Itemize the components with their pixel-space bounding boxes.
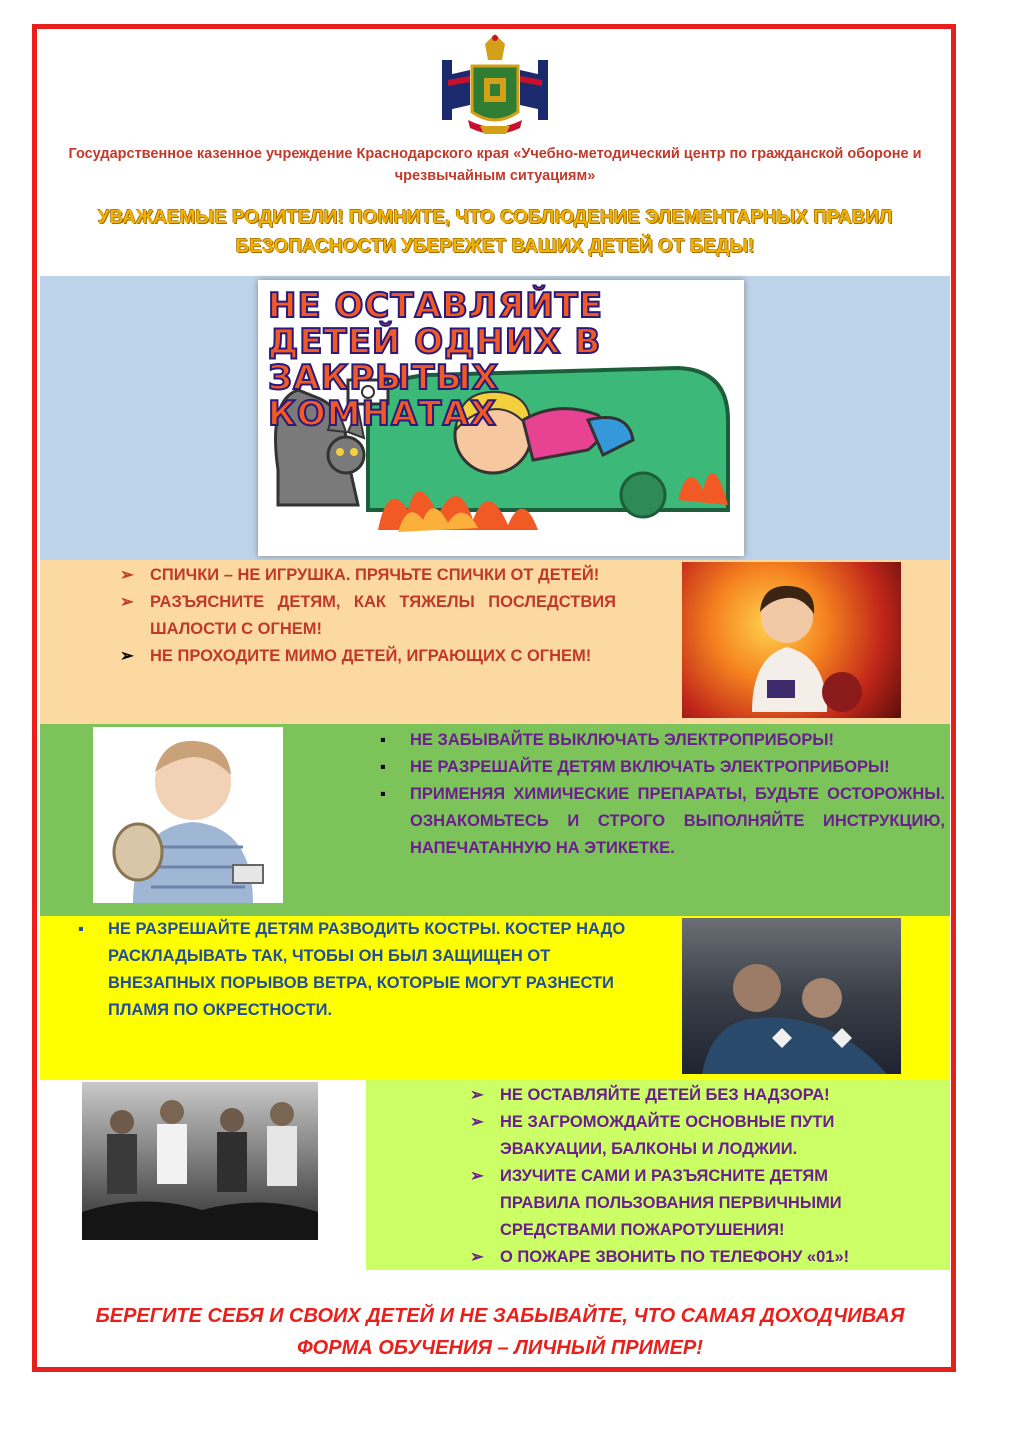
photo-crowd-tragedy: [82, 1082, 318, 1240]
arrow-bullet-icon: ➢: [120, 566, 134, 584]
arrow-bullet-icon: ➢: [120, 647, 134, 665]
arrow-bullet-icon: ➢: [470, 1113, 484, 1131]
list-item: ➢ ИЗУЧИТЕ САМИ И РАЗЪЯСНИТЕ ДЕТЯМ ПРАВИЛА ПОЛЬЗОВАНИЯ ПЕРВИЧНЫМИ СРЕДСТВАМИ ПОЖАРОТУШЕНИЯ!: [500, 1163, 900, 1244]
evacuation-list: [470, 1082, 900, 1271]
closing-message: БЕРЕГИТЕ СЕБЯ И СВОИХ ДЕТЕЙ И НЕ ЗАБЫВАЙТЕ, ЧТО САМАЯ ДОХОДЧИВАЯ ФОРМА ОБУЧЕНИЯ – ЛИЧНЫЙ ПРИМЕР!: [95, 1305, 905, 1359]
square-bullet-icon: ▪: [380, 758, 386, 776]
list-item: ▪ ПРИМЕНЯЯ ХИМИЧЕСКИЕ ПРЕПАРАТЫ, БУДЬТЕ ОСТОРОЖНЫ. ОЗНАКОМЬТЕСЬ И СТРОГО ВЫПОЛНЯЙТЕ ИНСТРУКЦИЮ, НАПЕЧАТАННУЮ НА ЭТИКЕТКЕ.: [410, 781, 945, 862]
list-item: ➢ НЕ ОСТАВЛЯЙТЕ ДЕТЕЙ БЕЗ НАДЗОРА!: [500, 1082, 900, 1109]
campfire-list: [78, 916, 628, 1024]
matches-list: [120, 562, 616, 670]
arrow-bullet-icon: ➢: [470, 1167, 484, 1185]
poster-caption: НЕ ОСТАВЛЯЙТЕ ДЕТЕЙ ОДНИХ В ЗАКРЫТЫХ КОМНАТАХ: [268, 286, 604, 434]
photo-baby-with-plug: [93, 727, 283, 903]
list-item: ➢ О ПОЖАРЕ ЗВОНИТЬ ПО ТЕЛЕФОНУ «01»!: [500, 1244, 900, 1271]
list-item: ➢ РАЗЪЯСНИТЕ ДЕТЯМ, КАК ТЯЖЕЛЫ ПОСЛЕДСТВИЯ ШАЛОСТИ С ОГНЕМ!: [150, 589, 616, 643]
organization-name: Государственное казенное учреждение Краснодарского края «Учебно-методический центр по гражданской обороне и чрезвычайным ситуациям»: [68, 146, 922, 184]
electric-list: [380, 727, 945, 862]
square-bullet-icon: ▪: [380, 785, 386, 803]
list-item: ➢ НЕ ПРОХОДИТЕ МИМО ДЕТЕЙ, ИГРАЮЩИХ С ОГНЕМ!: [150, 643, 616, 670]
list-item: ▪ НЕ РАЗРЕШАЙТЕ ДЕТЯМ ВКЛЮЧАТЬ ЭЛЕКТРОПРИБОРЫ!: [410, 754, 945, 781]
list-item: ➢ НЕ ЗАГРОМОЖДАЙТЕ ОСНОВНЫЕ ПУТИ ЭВАКУАЦИИ, БАЛКОНЫ И ЛОДЖИИ.: [500, 1109, 900, 1163]
list-item: ➢ СПИЧКИ – НЕ ИГРУШКА. ПРЯЧЬТЕ СПИЧКИ ОТ ДЕТЕЙ!: [150, 562, 616, 589]
coat-of-arms-emblem: [440, 30, 550, 142]
square-bullet-icon: ▪: [380, 731, 386, 749]
square-bullet-icon: ▪: [78, 920, 84, 938]
arrow-bullet-icon: ➢: [120, 593, 134, 611]
photo-child-in-fire: [682, 562, 901, 718]
photo-rescued-children: [682, 918, 901, 1074]
list-item: ▪ НЕ ЗАБЫВАЙТЕ ВЫКЛЮЧАТЬ ЭЛЕКТРОПРИБОРЫ!: [410, 727, 945, 754]
arrow-bullet-icon: ➢: [470, 1086, 484, 1104]
list-item: ▪ НЕ РАЗРЕШАЙТЕ ДЕТЯМ РАЗВОДИТЬ КОСТРЫ. КОСТЕР НАДО РАСКЛАДЫВАТЬ ТАК, ЧТОБЫ ОН БЫЛ ЗАЩИЩЕН ОТ ВНЕЗАПНЫХ ПОРЫВОВ ВЕТРА, КОТОРЫЕ МОГУТ РАЗНЕСТИ ПЛАМЯ ПО ОКРЕСТНОСТИ.: [108, 916, 628, 1024]
poster-image: [258, 280, 744, 556]
headline: УВАЖАЕМЫЕ РОДИТЕЛИ! ПОМНИТЕ, ЧТО СОБЛЮДЕНИЕ ЭЛЕМЕНТАРНЫХ ПРАВИЛ БЕЗОПАСНОСТИ УБЕРЕЖЕТ ВАШИХ ДЕТЕЙ ОТ БЕДЫ!: [97, 207, 893, 257]
arrow-bullet-icon: ➢: [470, 1248, 484, 1266]
